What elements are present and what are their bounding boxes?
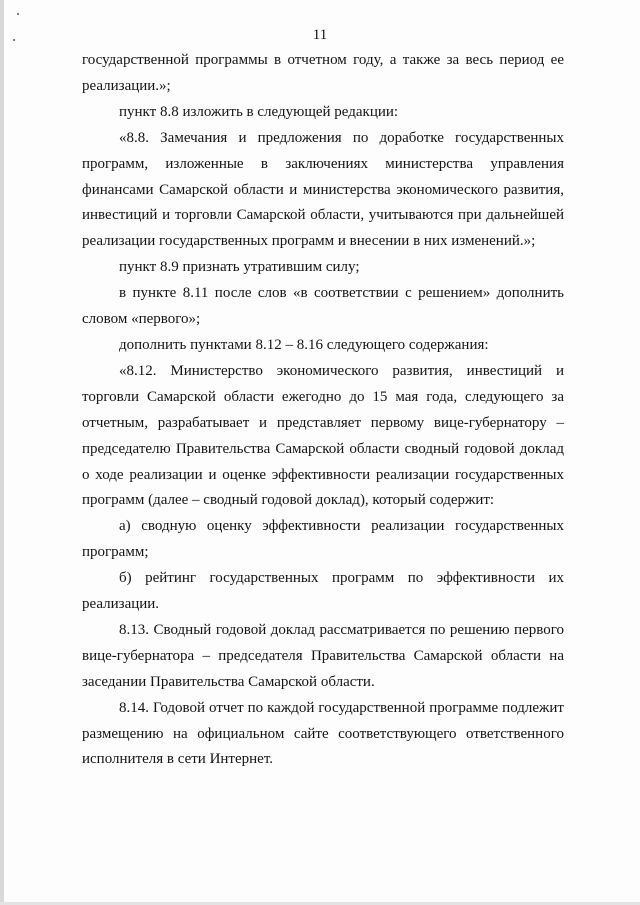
page-number: 11 (312, 27, 328, 43)
paragraph-amend-8-9: пункт 8.9 признать утратившим силу; (119, 259, 360, 276)
paragraph-amend-8-8: пункт 8.8 изложить в следующей редакции: (119, 103, 399, 120)
paragraph-8-13: 8.13. Сводный годовой доклад рассматривается по решению первого вице-губернатора – председателя Правительства Самарской области на заседании Правительства Самарской области. (82, 621, 564, 690)
paragraph-8-8: «8.8. Замечания и предложения по доработке государственных программ, изложенные в заключениях министерства управления финансами Самарской области и министерства экономического развития, инвестиций и торговли Самарской области, учитываются при дальнейшей реализации государственных программ и внесении в них изменений.»; (82, 129, 564, 250)
paragraph-8-12: «8.12. Министерство экономического развития, инвестиций и торговли Самарской области ежегодно до 15 мая года, следующего за отчетным, разрабатывает и представляет первому вице-губернатору – председателю Правительства Самарской области сводный годовой доклад о ходе реализации и оценке эффективности реализации государственных программ (далее – сводный годовой доклад), который содержит: (82, 362, 564, 509)
paragraph-8-12-a: а) сводную оценку эффективности реализации государственных программ; (82, 518, 564, 561)
scan-left-edge (0, 0, 4, 905)
paragraph-add-8-12-8-16: дополнить пунктами 8.12 – 8.16 следующего содержания: (119, 336, 489, 353)
document-body (82, 48, 564, 773)
paragraph-8-12-b: б) рейтинг государственных программ по эффективности их реализации. (82, 570, 564, 613)
paragraph-8-14: 8.14. Годовой отчет по каждой государственной программе подлежит размещению на официальном сайте соответствующего ответственного исполнителя в сети Интернет. (82, 699, 564, 768)
paragraph-amend-8-11: в пункте 8.11 после слов «в соответствии с решением» дополнить словом «первого»; (82, 285, 564, 328)
paragraph-continuation: государственной программы в отчетном году, а также за весь период ее реализации.»; (82, 52, 564, 94)
scan-speck (17, 13, 19, 15)
